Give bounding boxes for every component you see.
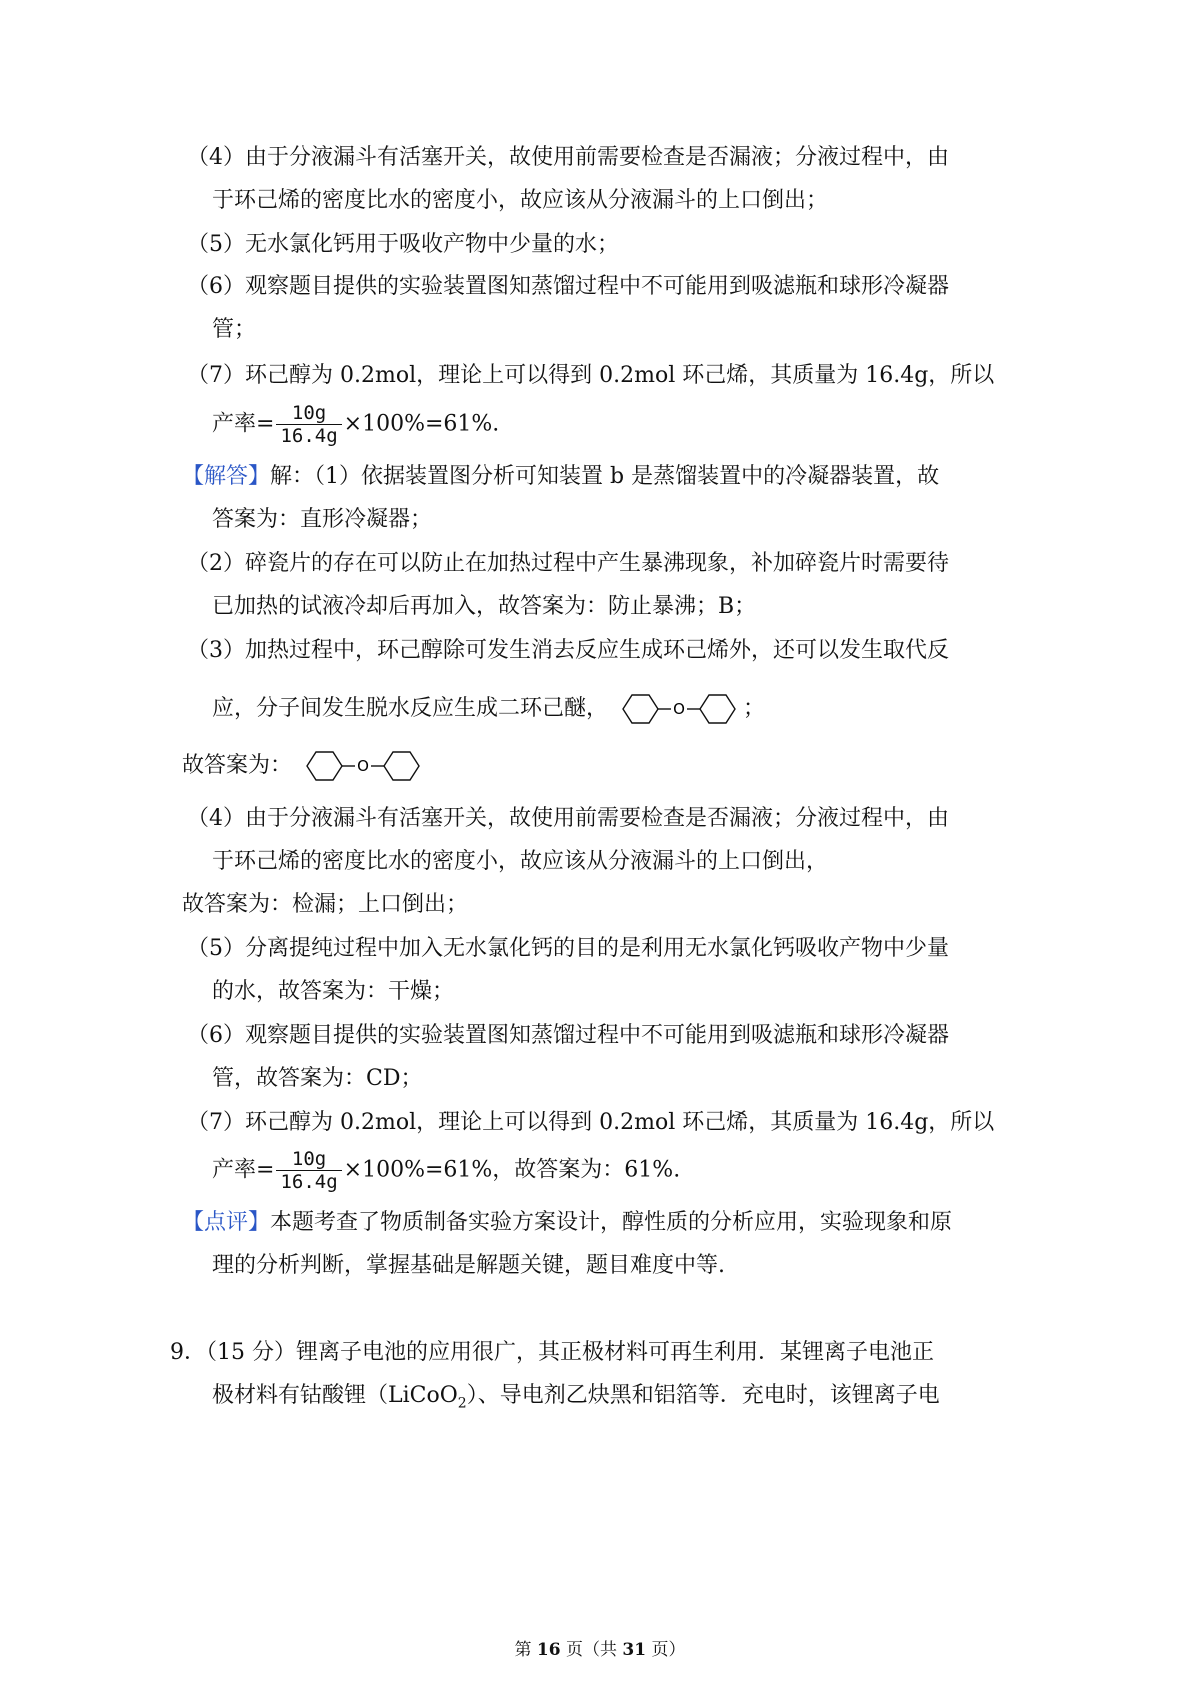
oxygen-atom: O (673, 700, 685, 718)
answer-step3-conclusion-text: 故答案为： (182, 753, 293, 778)
answer-step4-conclusion: 故答案为：检漏；上口倒出； (182, 892, 469, 917)
cyclohexane-ring-right (384, 752, 419, 780)
yield-fraction (276, 1148, 341, 1193)
answer-step5-line1: （5）分离提纯过程中加入无水氯化钙的目的是利用无水氯化钙吸收产物中少量 (187, 936, 949, 961)
cyclohexane-ring-right (700, 695, 735, 723)
footer-middle: 页（共 (560, 1640, 623, 1660)
analysis-step4-line2: 于环己烯的密度比水的密度小，故应该从分液漏斗的上口倒出； (212, 188, 829, 213)
answer-step4-line1: （4）由于分液漏斗有活塞开关，故使用前需要检查是否漏液；分液过程中，由 (187, 806, 949, 831)
yield-label: 产率= (212, 411, 275, 437)
yield-label: 产率= (212, 1157, 275, 1183)
analysis-step7-line1: （7）环己醇为 0.2mol，理论上可以得到 0.2mol 环己烯，其质量为 16.4g，所以 (187, 363, 995, 388)
oxygen-atom: O (357, 757, 369, 775)
analysis-step5: （5）无水氯化钙用于吸收产物中少量的水； (187, 232, 619, 257)
answer-step1-text: 解：（1）依据装置图分析可知装置 b 是蒸馏装置中的冷凝器装置，故 (270, 464, 940, 489)
comment-text: 本题考查了物质制备实验方案设计，醇性质的分析应用，实验现象和原 (270, 1210, 953, 1235)
question9-text: 极材料有钴酸锂（LiCoO (212, 1383, 458, 1408)
answer-step1-line2: 答案为：直形冷凝器； (212, 507, 433, 532)
fraction-numerator: 10g (276, 402, 341, 425)
dicyclohexyl-ether-structure-answer (299, 747, 427, 785)
answer-step3-conclusion (182, 747, 427, 785)
yield-fraction (276, 402, 341, 447)
page-footer (0, 1638, 1200, 1662)
answer-step1-line1 (182, 462, 939, 492)
answer-step2-line2: 已加热的试液冷却后再加入，故答案为：防止暴沸；B； (212, 594, 757, 619)
question9-text-end: ）、导电剂乙炔黑和铝箔等．充电时，该锂离子电 (466, 1383, 940, 1408)
analysis-step4-line1: （4）由于分液漏斗有活塞开关，故使用前需要检查是否漏液；分液过程中，由 (187, 145, 949, 170)
fraction-denominator: 16.4g (280, 425, 338, 447)
comment-tag: 【点评】 (182, 1210, 271, 1235)
question9-line1: 9．（15 分）锂离子电池的应用很广，其正极材料可再生利用．某锂离子电池正 (170, 1340, 934, 1365)
subscript: 2 (457, 1395, 467, 1412)
answer-step3-line1: （3）加热过程中，环己醇除可发生消去反应生成环己烯外，还可以发生取代反 (187, 638, 949, 663)
page-total: 31 (622, 1640, 647, 1660)
answer-step3-line2 (212, 690, 765, 728)
fraction-numerator: 10g (276, 1148, 341, 1171)
footer-prefix: 第 (514, 1640, 537, 1660)
cyclohexane-ring-left (307, 752, 342, 780)
answer-step5-line2: 的水，故答案为：干燥； (212, 979, 455, 1004)
yield-result: ×100%=61%. (343, 411, 500, 437)
page-number: 16 (536, 1640, 561, 1660)
cyclohexane-ring-left (623, 695, 658, 723)
analysis-step6-line1: （6）观察题目提供的实验装置图知蒸馏过程中不可能用到吸滤瓶和球形冷凝器 (187, 274, 949, 299)
answer-step7-line2 (212, 1148, 680, 1193)
answer-step7-line1: （7）环己醇为 0.2mol，理论上可以得到 0.2mol 环己烯，其质量为 16.4g，所以 (187, 1110, 995, 1135)
analysis-step6-line2: 管； (212, 317, 257, 342)
answer-step3-end: ； (743, 696, 766, 721)
question9-line2 (212, 1381, 940, 1411)
answer-step6-line1: （6）观察题目提供的实验装置图知蒸馏过程中不可能用到吸滤瓶和球形冷凝器 (187, 1023, 949, 1048)
answer-step4-line2: 于环己烯的密度比水的密度小，故应该从分液漏斗的上口倒出， (212, 849, 829, 874)
comment-line1 (182, 1208, 952, 1238)
answer-step6-line2: 管，故答案为：CD； (212, 1066, 423, 1091)
answer-tag: 【解答】 (182, 464, 271, 489)
analysis-step7-line2 (212, 402, 499, 447)
footer-suffix: 页） (646, 1640, 686, 1660)
answer-step3-text: 应，分子间发生脱水反应生成二环己醚， (212, 696, 609, 721)
answer-step2-line1: （2）碎瓷片的存在可以防止在加热过程中产生暴沸现象，补加碎瓷片时需要待 (187, 551, 949, 576)
dicyclohexyl-ether-structure (615, 690, 743, 728)
fraction-denominator: 16.4g (280, 1171, 338, 1193)
comment-line2: 理的分析判断，掌握基础是解题关键，题目难度中等. (212, 1253, 725, 1278)
yield-result: ×100%=61%，故答案为：61%. (343, 1157, 681, 1183)
